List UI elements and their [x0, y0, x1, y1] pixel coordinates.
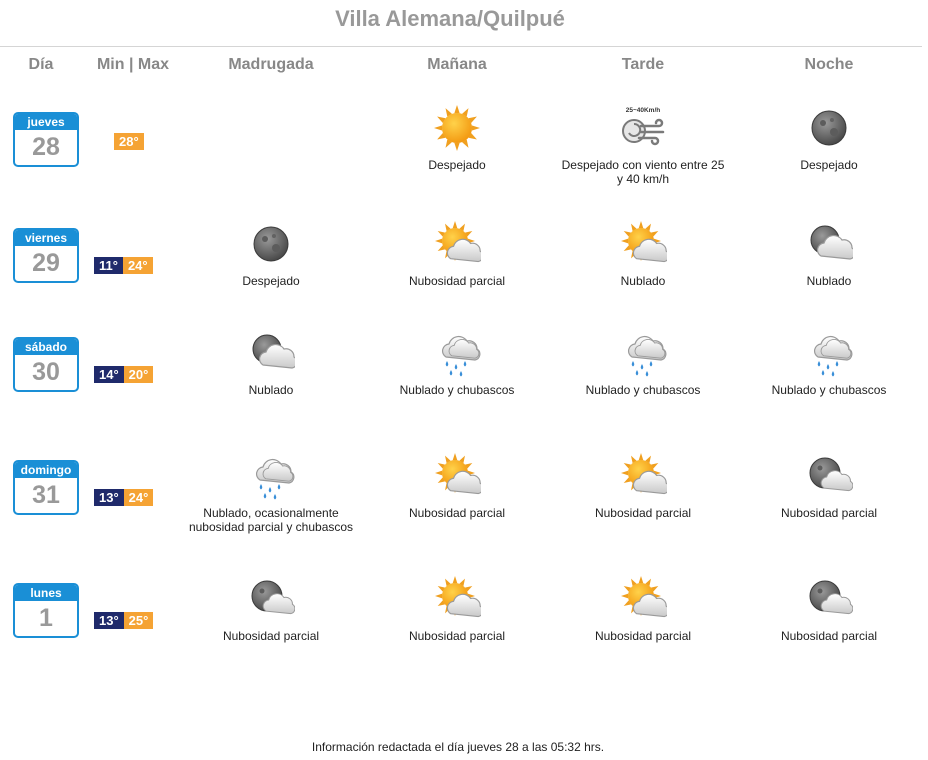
header-dia: Día	[28, 56, 54, 73]
calendar-day	[13, 112, 79, 167]
forecast-row	[0, 220, 928, 330]
day-number: 1	[39, 604, 53, 632]
forecast-cell-noche	[739, 452, 919, 520]
temperature-range	[94, 257, 153, 274]
day-number: 31	[32, 481, 60, 509]
sun-cloud-icon	[619, 575, 667, 623]
moon-cloud-icon	[805, 575, 853, 623]
day-number: 28	[32, 133, 60, 161]
forecast-cell-manana	[367, 220, 547, 288]
sun-cloud-icon	[619, 220, 667, 268]
forecast-cell-madrugada	[181, 329, 361, 397]
forecast-description: Nublado	[620, 274, 666, 288]
calendar-day	[13, 583, 79, 638]
forecast-description: Nublado y chubascos	[585, 383, 701, 397]
temp-max: 28°	[114, 133, 144, 150]
moon-icon	[247, 220, 295, 268]
forecast-description: Despejado con viento entre 25 y 40 km/h	[561, 158, 725, 186]
sun-cloud-icon	[433, 220, 481, 268]
forecast-description: Despejado	[800, 158, 858, 172]
day-name: jueves	[15, 114, 77, 130]
forecast-row	[0, 329, 928, 439]
rain-cloud-icon	[619, 329, 667, 377]
forecast-description: Nubosidad parcial	[594, 506, 692, 520]
temperature-range	[94, 612, 153, 629]
temp-min: 13°	[94, 612, 124, 629]
forecast-description: Nubosidad parcial	[780, 506, 878, 520]
forecast-cell-manana	[367, 329, 547, 397]
rain-cloud-icon	[433, 329, 481, 377]
forecast-cell-madrugada	[181, 575, 361, 643]
temperature-range	[114, 133, 144, 150]
day-name: domingo	[15, 462, 77, 478]
forecast-row	[0, 104, 928, 214]
forecast-description: Nubosidad parcial	[408, 629, 506, 643]
day-number: 30	[32, 358, 60, 386]
forecast-description: Nublado y chubascos	[771, 383, 887, 397]
temp-max: 24°	[124, 489, 154, 506]
temp-max: 20°	[124, 366, 154, 383]
forecast-cell-tarde	[553, 329, 733, 397]
temp-max: 24°	[123, 257, 153, 274]
forecast-cell-noche	[739, 220, 919, 288]
forecast-cell-madrugada	[181, 452, 361, 534]
forecast-cell-tarde	[553, 452, 733, 520]
forecast-description: Nublado	[248, 383, 294, 397]
calendar-day	[13, 337, 79, 392]
forecast-description: Nublado y chubascos	[399, 383, 515, 397]
forecast-row	[0, 575, 928, 685]
forecast-cell-noche	[739, 104, 919, 172]
header-madrugada: Madrugada	[228, 56, 314, 73]
day-number: 29	[32, 249, 60, 277]
day-name: sábado	[15, 339, 77, 355]
forecast-description: Nubosidad parcial	[222, 629, 320, 643]
sun-cloud-icon	[619, 452, 667, 500]
sun-cloud-icon	[433, 575, 481, 623]
forecast-cell-manana	[367, 104, 547, 172]
forecast-cell-manana	[367, 452, 547, 520]
header-minmax: Min | Max	[96, 56, 170, 73]
temp-min: 14°	[94, 366, 124, 383]
forecast-description: Nublado, ocasionalmente nubosidad parcial y chubascos	[188, 506, 354, 534]
forecast-cell-madrugada	[181, 220, 361, 288]
header-tarde: Tarde	[621, 56, 665, 73]
rain-cloud-icon	[247, 452, 295, 500]
forecast-cell-tarde	[553, 220, 733, 288]
forecast-description: Despejado	[242, 274, 300, 288]
calendar-day	[13, 460, 79, 515]
forecast-cell-noche	[739, 575, 919, 643]
wind-icon	[619, 104, 667, 152]
temp-max: 25°	[124, 612, 154, 629]
day-name: lunes	[15, 585, 77, 601]
sun-cloud-icon	[433, 452, 481, 500]
forecast-cell-noche	[739, 329, 919, 397]
forecast-description: Nubosidad parcial	[780, 629, 878, 643]
temperature-range	[94, 366, 153, 383]
temp-min: 11°	[94, 257, 123, 274]
temp-min: 13°	[94, 489, 124, 506]
calendar-day	[13, 228, 79, 283]
header-noche: Noche	[804, 56, 854, 73]
cloud-moon-icon	[247, 329, 295, 377]
moon-icon	[805, 104, 853, 152]
forecast-description: Nubosidad parcial	[408, 506, 506, 520]
forecast-cell-tarde	[553, 104, 733, 186]
day-name: viernes	[15, 230, 77, 246]
temperature-range	[94, 489, 153, 506]
header-manana: Mañana	[427, 56, 487, 73]
forecast-description: Nublado	[806, 274, 852, 288]
cloud-moon-icon	[805, 220, 853, 268]
forecast-cell-manana	[367, 575, 547, 643]
forecast-description: Despejado	[428, 158, 486, 172]
forecast-description: Nubosidad parcial	[594, 629, 692, 643]
moon-cloud-icon	[805, 452, 853, 500]
moon-cloud-icon	[247, 575, 295, 623]
rain-cloud-icon	[805, 329, 853, 377]
forecast-cell-tarde	[553, 575, 733, 643]
svg-text:25~40Km/h: 25~40Km/h	[625, 107, 661, 114]
footer-note: Información redactada el día jueves 28 a las 05:32 hrs.	[311, 740, 605, 754]
divider	[0, 46, 922, 47]
page-title: Villa Alemana/Quilpué	[335, 6, 565, 31]
forecast-row	[0, 452, 928, 562]
forecast-description: Nubosidad parcial	[408, 274, 506, 288]
sun-icon	[433, 104, 481, 152]
